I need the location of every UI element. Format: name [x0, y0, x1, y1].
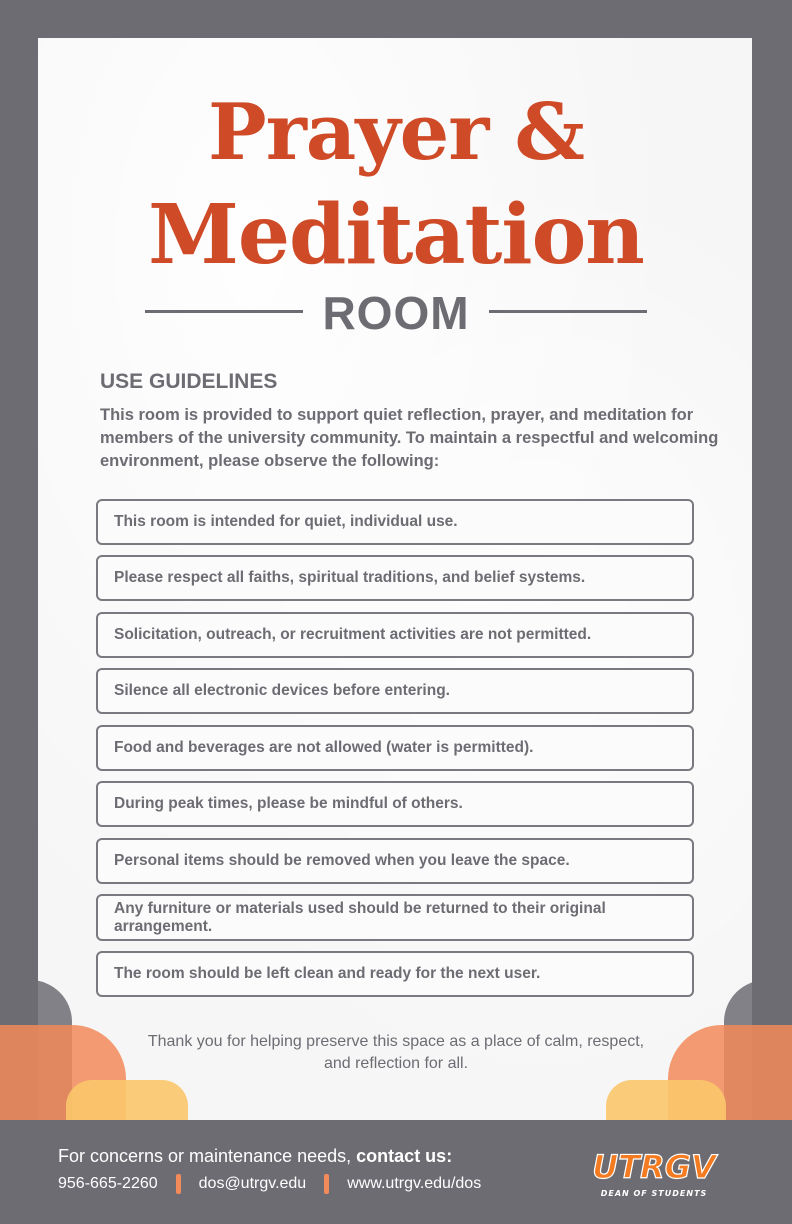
guideline-item: This room is intended for quiet, individual use. — [96, 499, 694, 545]
guidelines-heading: USE GUIDELINES — [100, 370, 278, 393]
phone-number[interactable]: 956-665-2260 — [58, 1175, 158, 1192]
title-line-1: Prayer & — [208, 87, 584, 178]
utrgv-logo — [574, 1144, 734, 1200]
guideline-item: During peak times, please be mindful of others. — [96, 781, 694, 827]
separator — [176, 1174, 181, 1194]
website-link[interactable]: www.utrgv.edu/dos — [347, 1175, 482, 1192]
guideline-item: Any furniture or materials used should be returned to their original arrangement. — [96, 894, 694, 941]
thank-you-note: Thank you for helping preserve this space as a place of calm, respect, and reflection for all. — [147, 1033, 645, 1072]
logo-subtitle: DEAN OF STUDENTS — [600, 1189, 708, 1198]
guideline-item: The room should be left clean and ready for the next user. — [96, 951, 694, 997]
separator — [324, 1174, 329, 1194]
guideline-item: Please respect all faiths, spiritual traditions, and belief systems. — [96, 555, 694, 601]
logo-graphic — [574, 1144, 734, 1200]
contact-heading — [58, 1146, 452, 1167]
guidelines-intro: This room is provided to support quiet reflection, prayer, and meditation for members of the university community. To maintain a respectful and welcoming environment, please observe the following: — [100, 406, 719, 470]
guideline-item: Silence all electronic devices before entering. — [96, 668, 694, 714]
guideline-item: Food and beverages are not allowed (water is permitted). — [96, 725, 694, 771]
divider-left — [145, 310, 303, 313]
contact-details — [58, 1174, 481, 1194]
divider-right — [489, 310, 647, 313]
title-line-2: Meditation — [148, 187, 644, 283]
room-label: ROOM — [322, 287, 470, 339]
logo-wordmark: UTRGV — [592, 1148, 716, 1186]
email-link[interactable]: dos@utrgv.edu — [198, 1175, 307, 1192]
guideline-item: Personal items should be removed when you leave the space. — [96, 838, 694, 884]
contact-bold: contact us: — [356, 1146, 453, 1166]
room-subtitle — [0, 284, 792, 339]
guideline-item: Solicitation, outreach, or recruitment activities are not permitted. — [96, 612, 694, 658]
contact-prefix: For concerns or maintenance needs, — [58, 1146, 357, 1166]
